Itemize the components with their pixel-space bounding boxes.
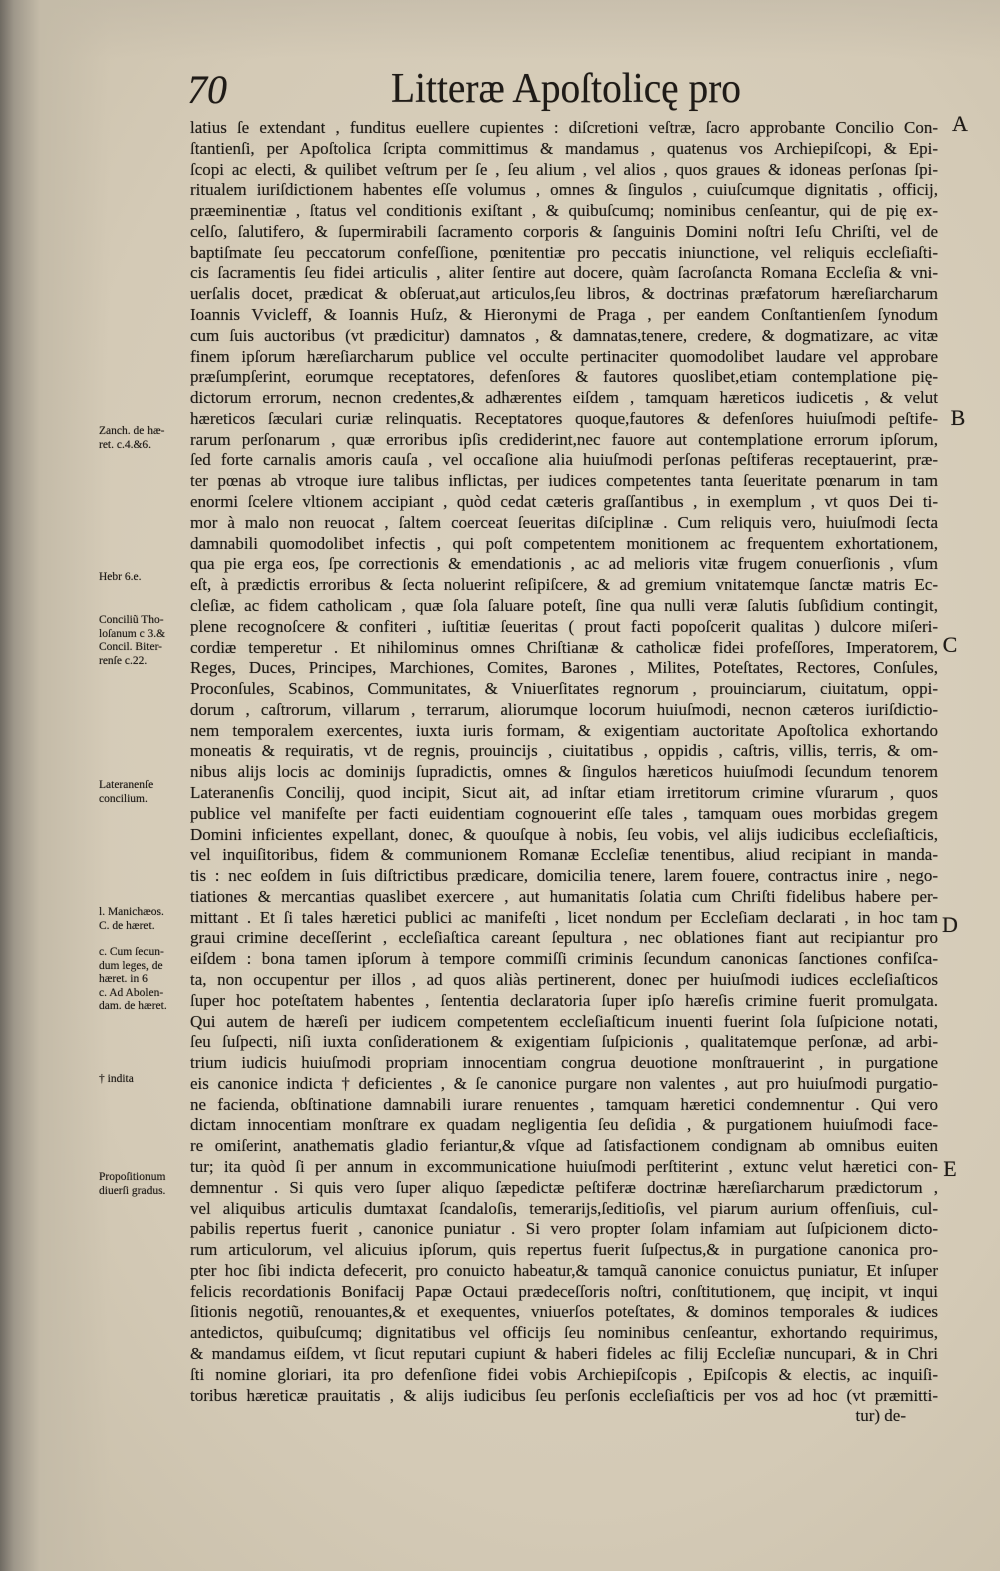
margin-note-line: l. Manichæos. bbox=[99, 906, 164, 918]
body-line-text: rum articulorum, vel alicuius ipſorum, quis repertus fuerit ſuſpectus,& in purgatione canonica pro- bbox=[190, 1240, 938, 1260]
body-line-text: hæreticos ſæculari curiæ relinquatis. Receptatores quoque,fautores & defenſores huiuſmodi peſtife- bbox=[190, 408, 938, 428]
body-line bbox=[190, 263, 938, 284]
body-line-text: celſo, ſalutifero, & ſupermirabili ſacramento corporis & ſanguinis Domini noſtri Ieſu Chriſti, vel de bbox=[190, 221, 938, 241]
margin-note-line: concilium. bbox=[99, 792, 148, 805]
margin-note-line: Conciliũ Tho- bbox=[99, 614, 164, 626]
margin-note-line: loſanum c 3.& bbox=[99, 627, 166, 640]
margin-note bbox=[99, 1171, 189, 1198]
body-line-text: vel aliquibus articulis dumtaxat ſcandaloſis, temerarijs,ſeditioſis, vel piarum aurium offenſiuis, cul- bbox=[190, 1198, 938, 1218]
body-line-text: Proconſules, Scabinos, Communitates, & Vniuerſitates regnorum , prouinciarum, ciuitatum, oppi- bbox=[190, 679, 938, 699]
body-line-text: finem ipſorum hæreſiarcharum publice vel occulte pertinaciter quomodolibet laudare vel approbare bbox=[190, 346, 938, 366]
body-line bbox=[190, 1178, 938, 1199]
body-line-text: cis ſacramentis ſeu fidei articulis , aliter ſentire aut docere, quàm ſacroſancta Romana Eccleſia & vni- bbox=[190, 263, 938, 283]
body-line-text: pabilis repertus fuerit , canonice puniatur . Si vero propter ſolam infamiam aut ſuſpicionem dicto- bbox=[190, 1219, 938, 1239]
margin-note-line: † indita bbox=[99, 1073, 134, 1085]
body-line bbox=[190, 1219, 938, 1240]
section-letter: E bbox=[943, 1156, 957, 1181]
body-line bbox=[190, 741, 938, 762]
margin-note-line: C. de hæret. bbox=[99, 919, 155, 932]
body-line bbox=[190, 596, 938, 617]
body-line bbox=[190, 1386, 938, 1407]
body-line bbox=[190, 450, 938, 471]
body-line bbox=[190, 347, 938, 368]
body-line-text: eſt, à prædictis erroribus & ſecta noluerint reſipiſcere, & ad gremium vnitatemque ſanctæ matris Ec- bbox=[190, 575, 938, 595]
margin-note-line: diuerſi gradus. bbox=[99, 1184, 166, 1197]
margin-note bbox=[99, 779, 189, 806]
body-line bbox=[190, 118, 938, 139]
body-line-text: cordiæ temperetur . Et nihilominus omnes Chriſtianæ & catholicæ fidei profeſſores, Imperatorem, bbox=[190, 637, 938, 657]
body-line bbox=[190, 1282, 938, 1303]
body-line bbox=[190, 887, 938, 908]
body-line bbox=[190, 1261, 938, 1282]
body-text bbox=[190, 0, 938, 1571]
body-line-text: ſuper hoc poteſtatem habentes , ſententia declaratoria ſuper ipſo hæreſis crimine fuerit promulgata. bbox=[190, 990, 938, 1010]
body-line bbox=[190, 1199, 938, 1220]
body-line-text: eiſdem : bona tamen ipſorum à tempore commiſſi criminis ſecundum canonicas ſanctiones confiſca- bbox=[190, 949, 938, 969]
body-line bbox=[190, 160, 938, 181]
section-letter: A bbox=[952, 111, 968, 136]
body-line-text: pter hoc ſibi indicta defecerit, pro conuicto habeatur,& tamquã canonice conuictus puniatur, Et inſuper bbox=[190, 1260, 938, 1280]
body-line bbox=[190, 534, 938, 555]
body-line bbox=[190, 139, 938, 160]
body-line bbox=[190, 1136, 938, 1157]
body-line-text: nibus alijs locis ac dominijs ſupradictis, omnes & ſingulos hæreticos huiuſmodi ſecundum tenorem bbox=[190, 762, 938, 782]
margin-note bbox=[99, 571, 189, 585]
body-line-text: ſed forte carnalis amoris cauſa , vel occaſione alia huiuſmodi perſonas peſtiferas receptauerint, præ- bbox=[190, 450, 938, 470]
body-line bbox=[190, 1012, 938, 1033]
margin-note-line: renſe c.22. bbox=[99, 654, 148, 667]
margin-note bbox=[99, 614, 189, 668]
body-line bbox=[190, 1240, 938, 1261]
body-line bbox=[190, 721, 938, 742]
margin-notes bbox=[99, 0, 189, 1571]
section-letter: B bbox=[950, 405, 966, 430]
body-line bbox=[190, 845, 938, 866]
margin-note-line: Zanch. de hæ- bbox=[99, 425, 165, 437]
margin-note bbox=[99, 425, 189, 452]
body-line bbox=[190, 1074, 938, 1095]
body-line-text: ne facienda, obſtinatione damnabili iurare renuentes , tamquam hæretici condemnentur . Qui vero bbox=[190, 1094, 938, 1114]
section-letter: C bbox=[942, 632, 958, 657]
page-number: 70 bbox=[187, 67, 227, 112]
body-line-text: re omiſerint, anathematis gladio feriantur,& vſque ad ſatisfactionem condignam ab omnibus euiten bbox=[190, 1136, 938, 1156]
body-line-text: vel inquiſitoribus, fidem & communionem Romanæ Eccleſiæ tenentibus, aliud recipiant in manda- bbox=[190, 845, 938, 865]
margin-note bbox=[99, 946, 189, 1014]
body-line bbox=[190, 492, 938, 513]
body-line bbox=[190, 513, 938, 534]
margin-note-line: Hebr 6.e. bbox=[99, 571, 142, 583]
margin-note-line: dum leges, de bbox=[99, 959, 163, 972]
body-line-text: ritualem iuriſdictionem habentes eſſe volumus , omnes & ſingulos , cuiuſcumque dignitatis , officij, bbox=[190, 180, 938, 200]
body-line-text: baptiſmate ſeu peccatorum confeſſione, pœnitentiæ pro peccatis iniunctione, vel reliquis eccleſiaſti- bbox=[190, 242, 938, 262]
body-line-text: mor à malo non reuocat , ſaltem coerceat ſeueritas diſciplinæ . Cum reliquis vero, huiuſmodi ſecta bbox=[190, 512, 938, 532]
margin-note-line: c. Ad Abolen- bbox=[99, 986, 164, 999]
body-line bbox=[190, 638, 938, 659]
body-line-text: tur) de- bbox=[855, 1406, 906, 1426]
margin-note-line: Concil. Biter- bbox=[99, 641, 163, 653]
body-line-text: præſumpſerint, eorumque receptatores, defenſores & fautores quoslibet,etiam contemplatione pię- bbox=[190, 367, 938, 387]
running-title: Litteræ Apoſtolicę pro bbox=[391, 66, 741, 112]
body-line bbox=[190, 367, 938, 388]
body-line bbox=[190, 783, 938, 804]
body-line-text: mittant . Et ſi tales hæretici publici ac manifeſti , licet nondum per Eccleſiam declarati , in hoc tam bbox=[190, 907, 938, 927]
body-line-text: moneatis & requiratis, vt de regnis, prouincijs , ciuitatibus , oppidis , caſtris, villis, terris, & om- bbox=[190, 741, 938, 761]
body-line-text: tur; ita quòd ſi per annum in excommunicatione huiuſmodi perſtiterint , extunc velut hæretici con- bbox=[190, 1157, 938, 1176]
margin-note-line: hæret. in 6 bbox=[99, 973, 148, 985]
body-line bbox=[190, 1095, 938, 1116]
body-line-text: latius ſe extendant , funditus euellere cupientes : diſcretioni veſtræ, ſacro approbante Concilio Con- bbox=[190, 118, 938, 137]
body-line bbox=[190, 617, 938, 638]
body-line bbox=[190, 430, 938, 451]
body-line-text: Domini inficientes expellant, donec, & quouſque à nobis, ſeu vobis, vel alijs iudicibus eccleſiaſticis, bbox=[190, 824, 938, 844]
margin-note-line: Lateranenſe bbox=[99, 779, 154, 791]
margin-note-line: dam. de hæret. bbox=[99, 1000, 167, 1012]
body-line-text: felicis recordationis Bonifacij Papæ Octaui prædeceſſoris noſtri, conſtitutionem, quę incipit, vt inqui bbox=[190, 1281, 938, 1301]
body-line bbox=[190, 1344, 938, 1365]
body-line bbox=[190, 409, 938, 430]
body-line bbox=[190, 180, 938, 201]
body-line-text: tis : nec eoſdem in ſuis diſtrictibus prædicare, domicilia tenere, larem fouere, contractus inire , nego- bbox=[190, 866, 938, 886]
body-line bbox=[190, 554, 938, 575]
body-line bbox=[190, 471, 938, 492]
body-line-text: ta, non occupentur per illos , ad quos aliàs pertinerent, donec per huiuſmodi iudices eccleſiaſticos bbox=[190, 969, 938, 989]
body-line-text: enormi ſcelere vltionem accipiant , quòd cedat cæteris graſſantibus , in exemplum , vt quos Dei ti- bbox=[190, 492, 938, 512]
body-line-text: damnabili quomodolibet infectis , qui poſt competentem monitionem ac frequentem exhortationem, bbox=[190, 533, 938, 553]
body-line-text: rarum perſonarum , quæ erroribus ipſis crediderint,nec fauore aut contemplatione errorum ipſorum, bbox=[190, 429, 938, 449]
margin-note bbox=[99, 1073, 189, 1087]
body-line bbox=[190, 679, 938, 700]
body-line bbox=[190, 658, 938, 679]
body-line bbox=[190, 700, 938, 721]
body-line-text: plene recognoſcere & confiteri , iuſtitiæ ſeueritas ( prout facti popoſcerit qualitas ) dulcore miſeri- bbox=[190, 616, 938, 636]
section-letter: D bbox=[942, 912, 958, 937]
body-line bbox=[190, 305, 938, 326]
body-line-text: graui crimine deceſſerint , eccleſiaſtica careant ſepultura , nec oblationes fiant aut recipiantur pro bbox=[190, 928, 938, 948]
body-line-text: ſtantienſi, per Apoſtolica ſcripta committimus & mandamus , quatenus vos Archiepiſcopi, & Epi- bbox=[190, 138, 938, 158]
body-line-text: & mandamus eiſdem, vt ſicut reputari cupiunt & haberi fideles ac filij Eccleſiæ nuncupari, & in Chri bbox=[190, 1344, 938, 1364]
body-line bbox=[190, 201, 938, 222]
margin-note-line: Propoſitionum bbox=[99, 1171, 166, 1183]
body-line-text: eis canonice indicta † deficientes , & ſe canonice purgare non valentes , aut pro huiuſmodi purgatio- bbox=[190, 1073, 938, 1093]
body-line-text: dictam innocentiam monſtrare ex quadam negligentia ſeu deſidia , & purgationem huiuſmodi face- bbox=[190, 1115, 938, 1135]
body-line-text: antedictos, quibuſcumq; dignitatibus vel officijs ſeu nominibus cenſeantur, exhortando requirimus, bbox=[190, 1323, 938, 1343]
body-line-text: demnentur . Si quis vero ſuper aliquo ſæpedictæ peſtiferæ doctrinæ hæreſiarcharum prædictorum , bbox=[190, 1177, 938, 1197]
body-line-text: Ioannis Vvicleff, & Ioannis Huſz, & Hieronymi de Praga , per eandem Conſtantienſem ſynodum bbox=[190, 305, 938, 325]
body-line-text: Reges, Duces, Principes, Marchiones, Comites, Barones , Milites, Poteſtates, Rectores, Conſules, bbox=[190, 658, 938, 678]
body-line bbox=[190, 1406, 938, 1427]
body-line bbox=[190, 388, 938, 409]
body-line-text: nem temporalem exercentes, iuxta iuris formam, & exigentiam auctoritate Apoſtolica exhortando bbox=[190, 720, 938, 740]
body-line bbox=[190, 222, 938, 243]
body-line bbox=[190, 804, 938, 825]
body-line-text: Qui autem de hæreſi per iudicem competentem eccleſiaſticum inuenti fuerint ſola ſuſpicione notati, bbox=[190, 1011, 938, 1031]
body-line bbox=[190, 1302, 938, 1323]
body-line-text: cleſiæ, ac fidem catholicam , quæ ſola ſaluare poteſt, ſine qua nulli veræ ſalutis ſubſidium contingit, bbox=[190, 595, 938, 615]
body-line bbox=[190, 326, 938, 347]
body-line-text: dorum , caſtrorum, villarum , terrarum, aliorumque locorum huiuſmodi, necnon cæteros iuriſdictio- bbox=[190, 699, 938, 719]
body-line bbox=[190, 970, 938, 991]
body-line bbox=[190, 762, 938, 783]
body-line-text: ter pœnas ab vtroque iure talibus inflictas, per iudices competentes tanta ſeueritate pœnarum in tam bbox=[190, 471, 938, 491]
body-line-text: cum ſuis auctoribus (vt prædicitur) damnatos , & damnatas,tenere, credere, & dogmatizare, ac vitæ bbox=[190, 325, 938, 345]
body-line-text: toribus hæreticæ prauitatis , & alijs iudicibus ſeu perſonis eccleſiaſticis per vos ad hoc (vt præmitti- bbox=[190, 1385, 938, 1405]
body-line-text: præeminentiæ , ſtatus vel conditionis exiſtant , & quibuſcumq; nominibus cenſeantur, qui de pię ex- bbox=[190, 201, 938, 221]
body-line-text: Lateranenſis Concilij, quod incipit, Sicut ait, ad inſtar etiam irretitorum crimine vſurarum , quos bbox=[190, 782, 938, 802]
body-line-text: trium iudicis huiuſmodi propriam innocentiam congrua deuotione monſtrauerint , in purgatione bbox=[190, 1053, 938, 1073]
body-line-text: uerſalis docet, prædicat & obſeruat,aut articulos,ſeu libros, & doctrinas præfatorum hæreſiarcharum bbox=[190, 284, 938, 304]
margin-note-line: c. Cum ſecun- bbox=[99, 946, 164, 958]
body-line bbox=[190, 908, 938, 929]
body-line bbox=[190, 825, 938, 846]
body-line bbox=[190, 1323, 938, 1344]
body-line bbox=[190, 1032, 938, 1053]
body-line bbox=[190, 243, 938, 264]
body-line bbox=[190, 575, 938, 596]
body-line bbox=[190, 949, 938, 970]
body-line-text: ſitionis negotiũ, renouantes,& et exequentes, vniuerſos poteſtates, & dominos temporales & iudices bbox=[190, 1302, 938, 1322]
body-line-text: ſeu ſuſpecti, niſi iuxta conſiderationem & exigentiam ſuſpicionis , qualitatemque perſonæ, ad arbi- bbox=[190, 1032, 938, 1052]
body-line-text: dictorum errorum, necnon credentes,& adhærentes eiſdem , tamquam hæreticos iudicetis , & velut bbox=[190, 388, 938, 408]
body-line-text: qua pie erga eos, ſpe correctionis & emendationis , ac ad melioris vitæ frugem conuerſionis , vſum bbox=[190, 554, 938, 574]
body-line-text: ſcopi ac electi, & quilibet veſtrum per ſe , ſeu alium , vel alios , quos graues & idoneas perſonas ſpi- bbox=[190, 159, 938, 179]
body-line-text: publice vel manifeſte per facti euidentiam cognouerint eſſe tales , tamquam oues morbidas gregem bbox=[190, 803, 938, 823]
body-line bbox=[190, 1053, 938, 1074]
body-line bbox=[190, 866, 938, 887]
body-line bbox=[190, 1115, 938, 1136]
body-line bbox=[190, 991, 938, 1012]
margin-note bbox=[99, 906, 189, 933]
body-line-text: ſti nomine gloriari, ita pro defenſione fidei vobis Archiepiſcopis , Epiſcopis & electis, ac inquiſi- bbox=[190, 1364, 938, 1384]
body-line bbox=[190, 928, 938, 949]
body-line bbox=[190, 1365, 938, 1386]
margin-note-line: ret. c.4.&6. bbox=[99, 438, 152, 451]
body-line-text: tiationes & mercantias quaslibet exercere , aut humanitatis ſolatia cum Chriſti fidelibus habere per- bbox=[190, 886, 938, 906]
body-line bbox=[190, 1157, 938, 1178]
body-line bbox=[190, 284, 938, 305]
